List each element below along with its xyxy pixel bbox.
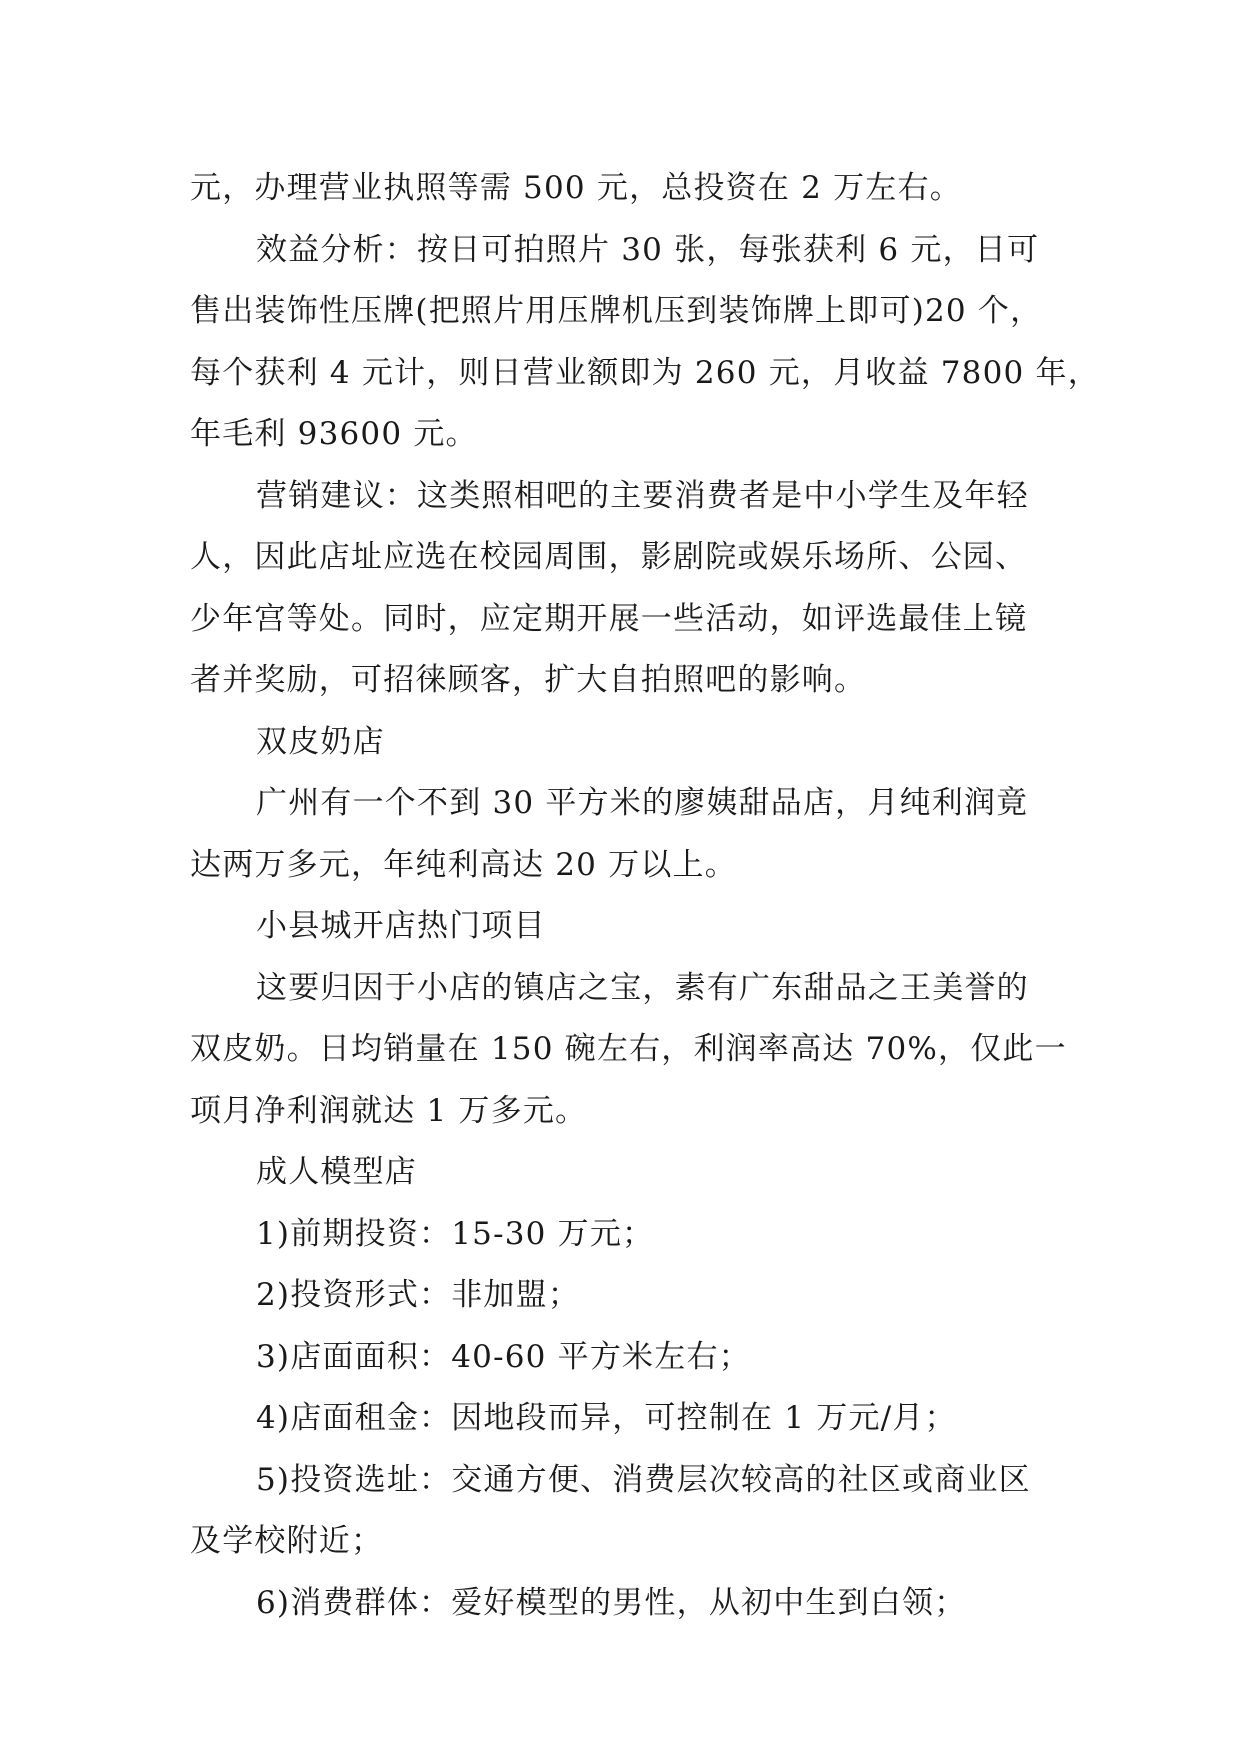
document-body (190, 158, 1100, 1634)
text-line: 少年宫等处。同时，应定期开展一些活动，如评选最佳上镜 (190, 600, 1028, 637)
list-item: 及学校附近； (190, 1523, 384, 1559)
list-item: 1)前期投资：15-30 万元； (256, 1215, 655, 1252)
text-line: 年毛利 93600 元。 (190, 416, 478, 452)
list-item: 4)店面租金：因地段而异，可控制在 1 万元/月； (256, 1400, 957, 1436)
text-line: 项月净利润就达 1 万多元。 (190, 1092, 588, 1129)
text-line: 效益分析：按日可拍照片 30 张，每张获利 6 元，日可 (256, 231, 1040, 268)
text-line: 每个获利 4 元计，则日营业额即为 260 元，月收益 7800 年， (190, 354, 1100, 391)
text-line: 这要归因于小店的镇店之宝，素有广东甜品之王美誉的 (256, 969, 1029, 1006)
text-line: 营销建议：这类照相吧的主要消费者是中小学生及年轻 (256, 477, 1029, 514)
text-line: 广州有一个不到 30 平方米的廖姨甜品店，月纯利润竟 (256, 785, 1029, 821)
text-line: 者并奖励，可招徕顾客，扩大自拍照吧的影响。 (190, 662, 867, 698)
list-item: 3)店面面积：40-60 平方米左右； (256, 1338, 751, 1375)
section-heading: 双皮奶店 (256, 723, 385, 760)
list-item: 6)消费群体：爱好模型的男性，从初中生到白领； (256, 1584, 967, 1621)
list-item: 5)投资选址：交通方便、消费层次较高的社区或商业区 (256, 1461, 1031, 1498)
section-heading: 成人模型店 (256, 1154, 417, 1190)
section-heading: 小县城开店热门项目 (256, 908, 546, 944)
text-line: 元，办理营业执照等需 500 元，总投资在 2 万左右。 (190, 170, 962, 206)
text-line: 人，因此店址应选在校园周围，影剧院或娱乐场所、公园、 (190, 539, 1028, 575)
text-line: 双皮奶。日均销量在 150 碗左右，利润率高达 70%，仅此一 (190, 1031, 1067, 1067)
list-item: 2)投资形式：非加盟； (256, 1277, 581, 1313)
text-line: 达两万多元，年纯利高达 20 万以上。 (190, 846, 737, 883)
text-line: 售出装饰性压牌(把照片用压牌机压到装饰牌上即可)20 个， (190, 293, 1043, 329)
